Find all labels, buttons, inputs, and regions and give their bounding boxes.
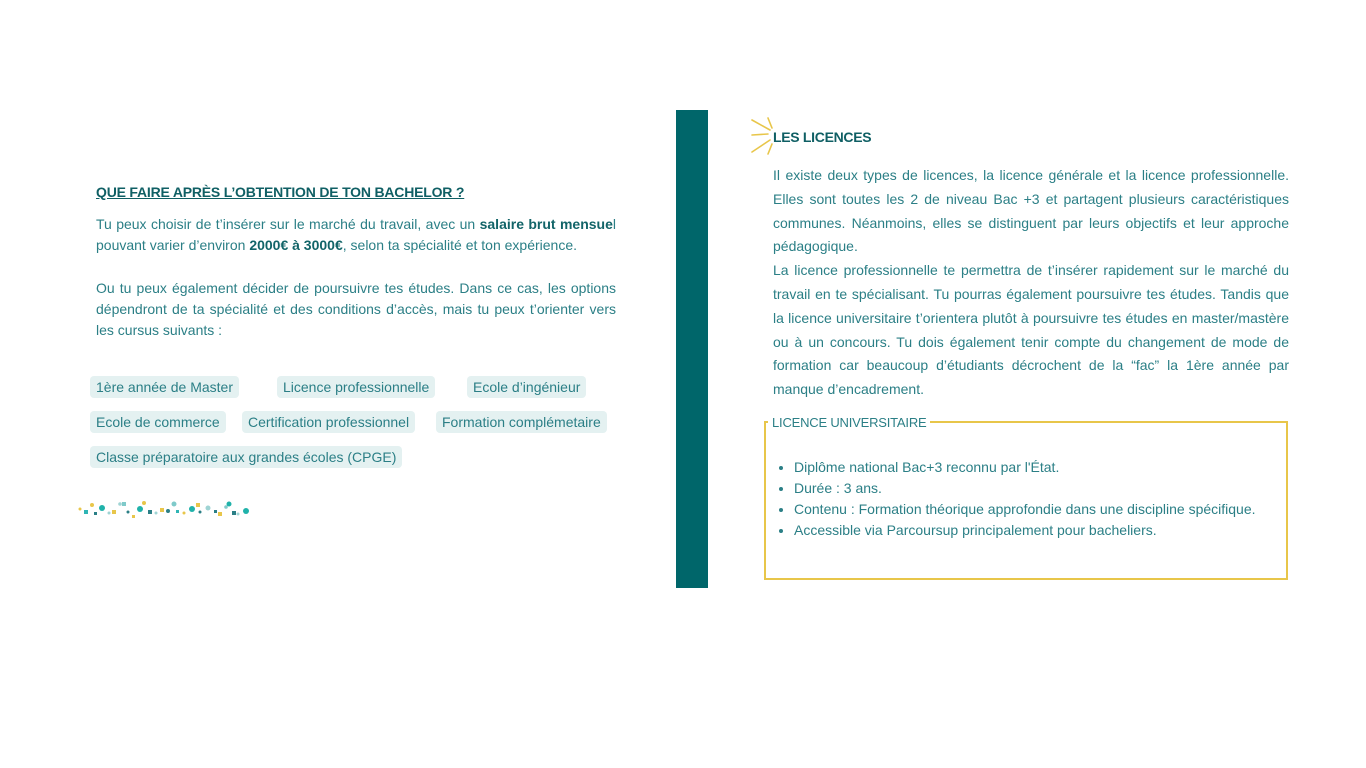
section-title: QUE FAIRE APRÈS L’OBTENTION DE TON BACHELOR ?	[96, 184, 465, 200]
licence-universitaire-list	[776, 457, 1256, 541]
vertical-divider	[676, 110, 708, 588]
dots-decoration-icon	[76, 498, 256, 522]
tag-master[interactable]: 1ère année de Master	[90, 376, 239, 398]
studies-paragraph: Ou tu peux également décider de poursuivre tes études. Dans ce cas, les options dépendront de ta spécialité et des conditions d’accès, mais tu peux t’orienter vers les cursus suivants :	[96, 280, 616, 338]
sparkle-icon	[748, 116, 776, 156]
licences-paragraph-1: Il existe deux types de licences, la licence générale et la licence professionnelle. Elles sont toutes les 2 de niveau Bac +3 et partagent plusieurs caractéristiques communes. Néanmoins, elles se distinguent par leurs objectifs et leur approche pédagogique.	[773, 167, 1289, 255]
bachelor-section	[96, 184, 616, 341]
tag-cpge[interactable]: Classe préparatoire aux grandes écoles (CPGE)	[90, 446, 402, 468]
tag-certification[interactable]: Certification professionnel	[242, 411, 415, 433]
salary-paragraph	[96, 214, 616, 256]
licences-body	[773, 164, 1289, 402]
list-item: Durée : 3 ans.	[776, 478, 1256, 499]
licences-title: LES LICENCES	[773, 129, 872, 145]
text-run: l pouvant varier d’environ	[96, 216, 617, 253]
tag-ecole-ingenieur[interactable]: Ecole d’ingénieur	[467, 376, 586, 398]
bold-run: 2000€ à 3000€	[249, 237, 343, 253]
tag-licence-pro[interactable]: Licence professionnelle	[277, 376, 435, 398]
text-run: , selon ta spécialité et ton expérience.	[342, 237, 578, 253]
box-label: LICENCE UNIVERSITAIRE	[768, 414, 930, 432]
text-run: Tu peux choisir de t’insérer sur le marché du travail, avec un	[96, 216, 480, 232]
tag-formation[interactable]: Formation complémetaire	[436, 411, 607, 433]
list-item: Diplôme national Bac+3 reconnu par l'État.	[776, 457, 1256, 478]
tag-ecole-commerce[interactable]: Ecole de commerce	[90, 411, 226, 433]
list-item: Contenu : Formation théorique approfondie dans une discipline spécifique.	[776, 499, 1256, 520]
licences-paragraph-2: La licence professionnelle te permettra de t’insérer rapidement sur le marché du travail en te spécialisant. Tu pourras également poursuivre tes études. Tandis que la licence universitaire t’orientera plutôt à poursuivre tes études en master/mastère ou à un concours. Tu dois également tenir compte du changement de mode de formation car beaucoup d’étudiants décrochent de la “fac” la 1ère année par manque d’encadrement.	[773, 262, 1289, 398]
list-item: Accessible via Parcoursup principalement pour bacheliers.	[776, 520, 1256, 541]
bold-run: salaire brut mensue	[479, 216, 613, 232]
